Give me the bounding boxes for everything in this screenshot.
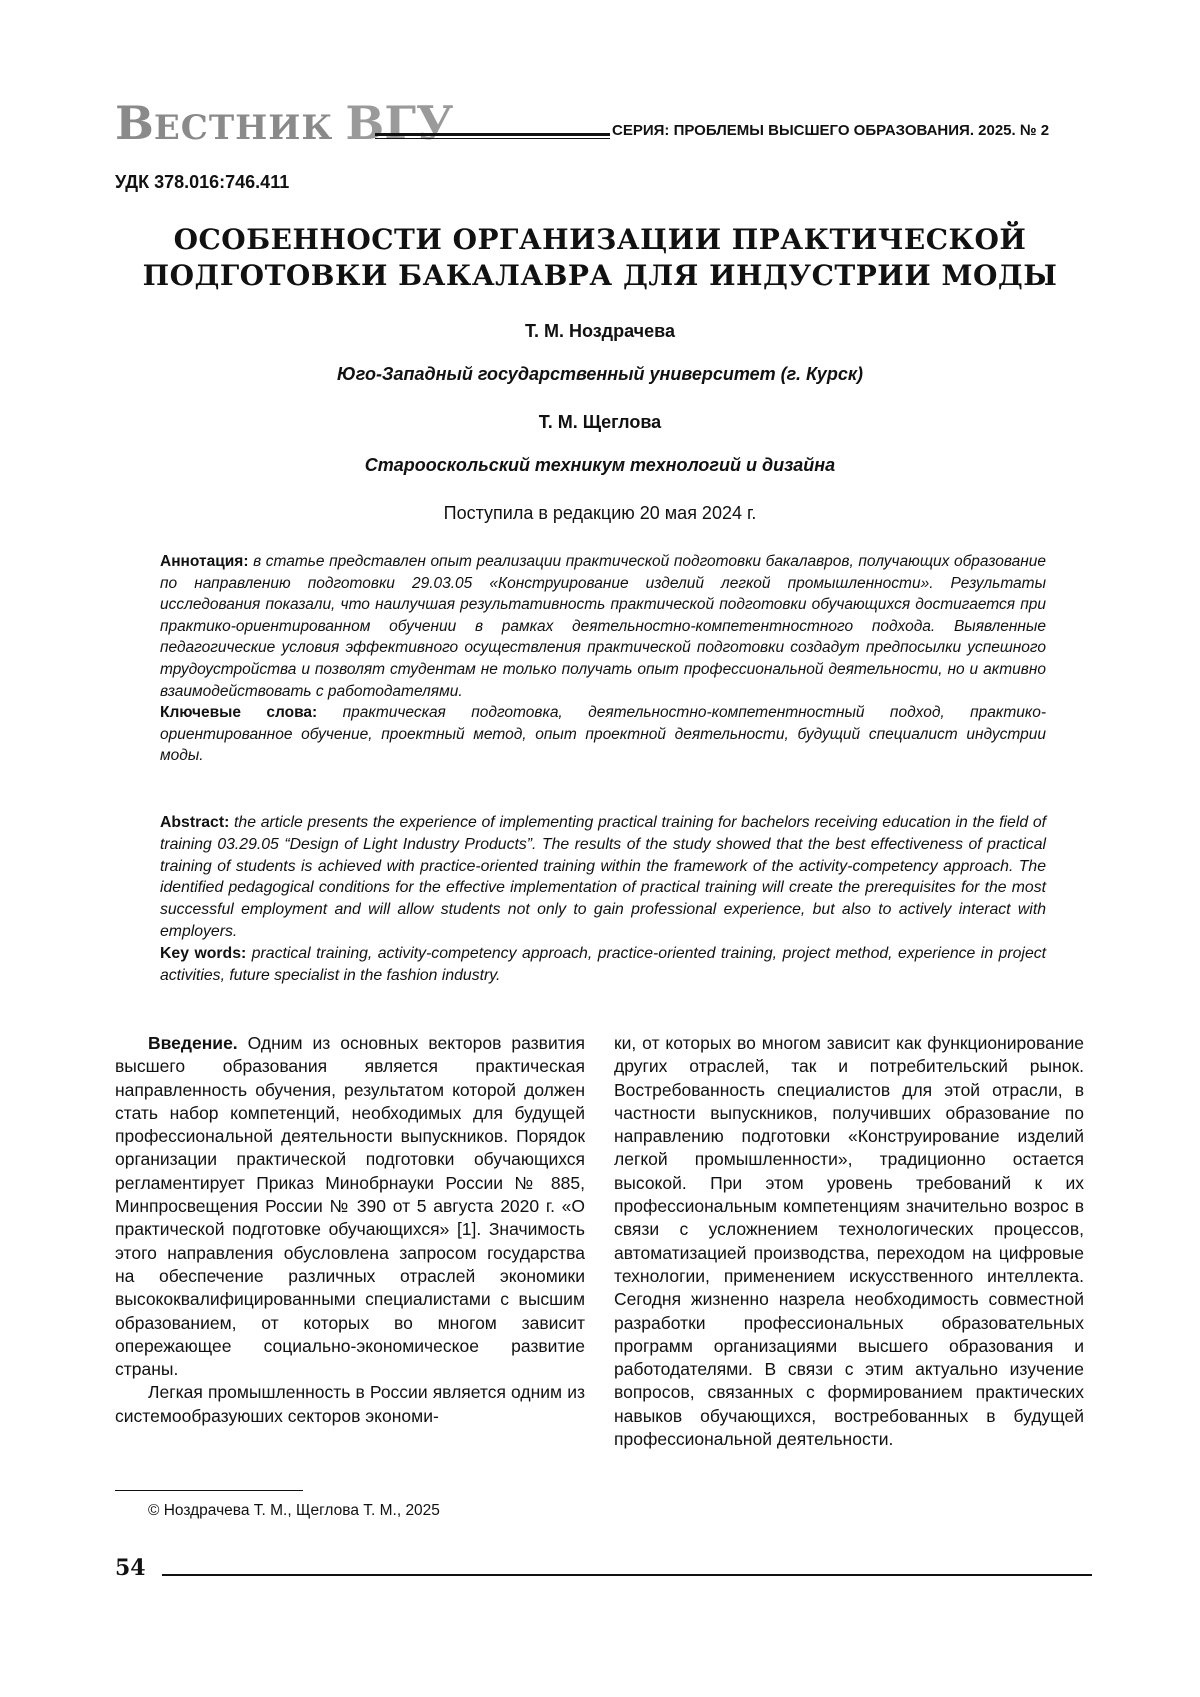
intro-text: Одним из основных векторов развития высшего образования является практическая направленность обучения, результатом которой должен стать набор компетенций, необходимых для будущей профессиональной деятельности выпускников. Порядок организации практической подготовки обучающихся регламентирует Приказ Минобрнауки России № 885, Минпросвещения России № 390 от 5 августа 2020 г. «О практической подготовке обучающихся» [1]. Значимость этого направления обусловлена запросом государства на обеспечение различных отраслей экономики высококвалифицированными специалистами с высшим образованием, от которых во многом зависит опережающее социально-экономическое развитие страны.: [115, 1033, 585, 1380]
body-column-left: [115, 1032, 585, 1428]
abstract-text: the article presents the experience of implementing practical training for bachelors receiving education in the field of training 03.29.05 “Design of Light Industry Products”. The results of the study showed that the best effectiveness of practical training of students is achieved with practice-oriented training within the framework of the activity-competency approach. The identified pedagogical conditions for the effective implementation of practical training will create the prerequisites for the most successful employment and will allow students not only to gain professional experience, but also to actively interact with employers.: [160, 814, 1047, 940]
title-line-2: ПОДГОТОВКИ БАКАЛАВРА ДЛЯ ИНДУСТРИИ МОДЫ: [142, 259, 1058, 292]
author-affiliation: Старооскольский техникум технологий и дизайна: [364, 455, 836, 475]
series-title: СЕРИЯ: ПРОБЛЕМЫ ВЫСШЕГО ОБРАЗОВАНИЯ. 2025. № 2: [612, 122, 1050, 139]
title-line-1: ОСОБЕННОСТИ ОРГАНИЗАЦИИ ПРАКТИЧЕСКОЙ: [173, 223, 1027, 256]
annotation-ru: [160, 551, 1046, 767]
logo-vgu: ВГУ: [345, 96, 454, 150]
body-column-right: [614, 1032, 1084, 1451]
received-date: Поступила в редакцию 20 мая 2024 г.: [443, 503, 757, 523]
paragraph: ки, от которых во многом зависит как функционирование других отраслей, так и потребительский рынок. Востребованность специалистов для этой отрасли, в частности выпускников, получивших образование по направлению подготовки «Конструирование изделий легкой промышленности», традиционно остается высокой. При этом уровень требований к их профессиональным компетенциям значительно возрос в связи с усложнением технологических процессов, автоматизацией производства, переходом на цифровые технологии, применением искусственного интеллекта. Сегодня жизненно назрела необходимость совместной разработки профессиональных образовательных программ организациями высшего образования и работодателями. В связи с этим актуально изучение вопросов, связанных с формированием практических навыков обучающихся, востребованных в будущей профессиональной деятельности.: [614, 1033, 1084, 1450]
annotation-text: в статье представлен опыт реализации практической подготовки бакалавров, получающих образование по направлению подготовки 29.03.05 «Конструирование изделий легкой промышленности». Результаты исследования показали, что наилучшая результативность практической подготовки обучающихся достигается при практико-ориентированном обучении в рамках деятельностно-компетентностного подхода. Выявленные педагогические условия эффективного осуществления практической подготовки создадут предпосылки успешного трудоустройства и позволят студентам не только получать опыт профессиональной деятельности, но и активно взаимодействовать с работодателями.: [160, 553, 1046, 700]
keywords-en-text: practical training, activity-competency approach, practice-oriented training, project method, experience in project activities, future specialist in the fashion industry.: [160, 944, 1047, 984]
author-affiliation: Юго-Западный государственный университет (г. Курск): [337, 364, 863, 384]
paragraph: Легкая промышленность в России является одним из системообразуюших секторов экономи-: [115, 1382, 585, 1426]
logo-initial: В: [115, 96, 154, 150]
udk-code: УДК 378.016:746.411: [115, 172, 290, 192]
author-name: Т. М. Ноздрачева: [525, 321, 675, 341]
header-rule: [375, 133, 610, 136]
author-name: Т. М. Щеглова: [538, 412, 662, 432]
page-number: 54: [115, 1555, 146, 1581]
header-rule-thin: [375, 138, 610, 139]
paragraph: [115, 1032, 585, 1381]
annotation-label: Аннотация:: [160, 553, 249, 570]
article-title: [100, 222, 1100, 294]
copyright-footnote: © Ноздрачева Т. М., Щеглова Т. М., 2025: [148, 1502, 440, 1519]
logo-word: ЕСТНИК: [153, 108, 334, 148]
abstract-en: [160, 812, 1046, 986]
intro-label: Введение.: [148, 1033, 238, 1053]
keywords-ru-label: Ключевые слова:: [160, 704, 318, 722]
keywords-ru-text: практическая подготовка, деятельностно-компетентностный подход, практико-ориентированное обучение, проектный метод, опыт проектной деятельности, будущий специалист индустрии моды.: [160, 704, 1046, 765]
keywords-en-label: Key words:: [160, 944, 247, 962]
footer-rule: [162, 1574, 1092, 1576]
abstract-label: Abstract:: [160, 814, 230, 831]
journal-logo: [115, 96, 454, 150]
footnote-rule: [115, 1490, 303, 1491]
